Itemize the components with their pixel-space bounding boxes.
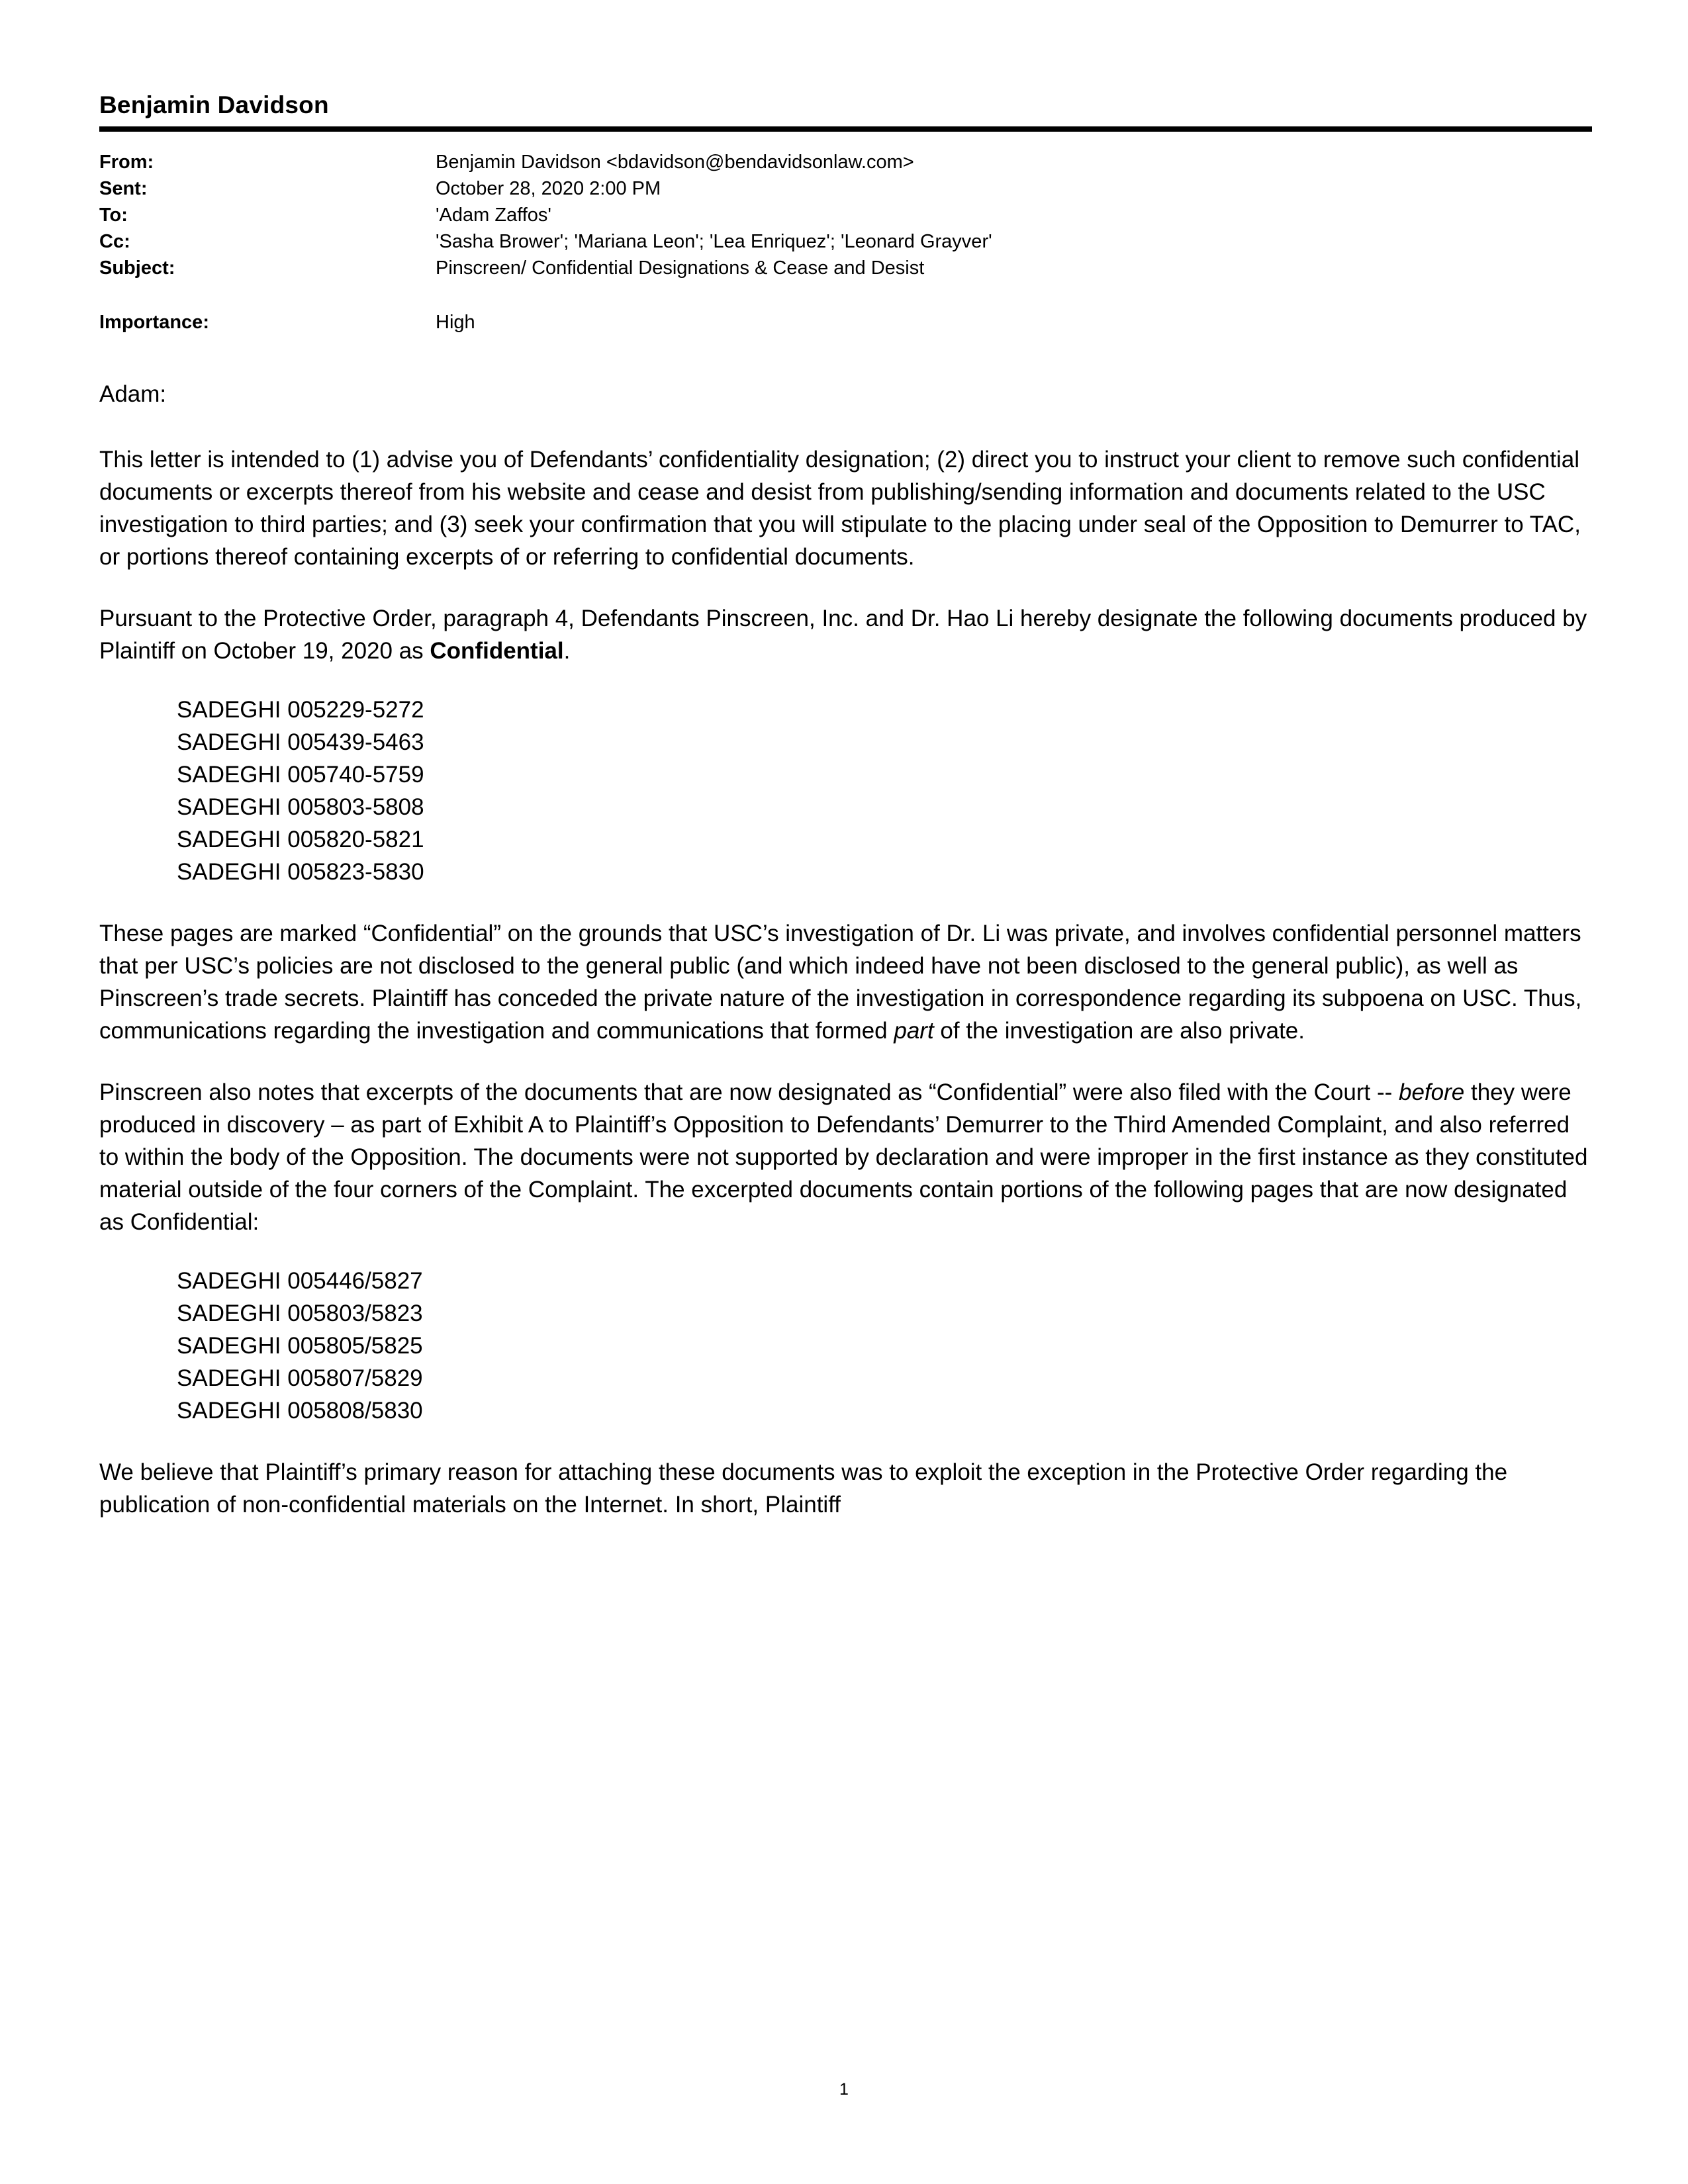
field-label-importance: Importance:: [99, 311, 209, 333]
list-item: SADEGHI 005446/5827: [177, 1267, 423, 1294]
paragraph-court-filing: [99, 1076, 1592, 1238]
paragraph-designation: [99, 602, 1592, 667]
list-item: SADEGHI 005803-5808: [177, 794, 424, 820]
page-content: [99, 0, 1592, 1550]
list-item: SADEGHI 005820-5821: [177, 826, 424, 852]
field-label-to: To:: [99, 204, 128, 226]
field-label-subject: Subject:: [99, 257, 175, 279]
email-header-fields: [99, 149, 992, 336]
paragraph-belief: We believe that Plaintiff’s primary reason for attaching these documents was to exploit the exception in the Protective Order regarding the publication of non-confidential materials on the Internet. In short, Plaintiff: [99, 1459, 1508, 1518]
header-field-row-from: [99, 149, 992, 175]
salutation: Adam:: [99, 381, 167, 407]
field-label-cc: Cc:: [99, 230, 130, 252]
header-field-row-cc: [99, 228, 992, 255]
letter-body: [99, 378, 1592, 1521]
list-item: SADEGHI 005229-5272: [177, 696, 424, 723]
list-item: SADEGHI 005803/5823: [177, 1300, 423, 1326]
paragraph-court-filing-text-2: they were produced in discovery – as part of Exhibit A to Plaintiff’s Opposition to Defendants’ Demurrer to the Third Amended Complaint, and also referred to within the body of the Opposition. The documents were not supported by declaration and were improper in the first instance as they constituted material outside of the four corners of the Complaint. The excerpted documents contain portions of the following pages that are now designated as Confidential:: [99, 1079, 1588, 1235]
paragraph-designation-emphasis: Confidential: [430, 637, 564, 664]
header-field-spacer: [99, 281, 992, 309]
field-value-importance: High: [436, 311, 475, 333]
field-value-sent: October 28, 2020 2:00 PM: [436, 177, 661, 199]
bates-list-excerpted: [99, 1265, 1592, 1427]
list-item: SADEGHI 005740-5759: [177, 761, 424, 788]
header-field-row-to: [99, 202, 992, 228]
paragraph-court-filing-emphasis: before: [1399, 1079, 1465, 1105]
header-field-row-importance: [99, 309, 992, 336]
bates-list-designated: [99, 694, 1592, 888]
header-field-row-sent: [99, 175, 992, 202]
sender-name-heading: Benjamin Davidson: [99, 91, 329, 118]
list-item: SADEGHI 005805/5825: [177, 1332, 423, 1359]
list-item: SADEGHI 005807/5829: [177, 1365, 423, 1391]
field-value-subject: Pinscreen/ Confidential Designations & Cease and Desist: [436, 257, 925, 279]
header-divider-rule: [99, 126, 1592, 132]
header-field-row-subject: [99, 255, 992, 281]
field-value-cc: 'Sasha Brower'; 'Mariana Leon'; 'Lea Enriquez'; 'Leonard Grayver': [436, 230, 992, 252]
paragraph-purpose: This letter is intended to (1) advise you of Defendants’ confidentiality designation; (2) direct you to instruct your client to remove such confidential documents or excerpts thereof from his website and cease and desist from publishing/sending information and documents related to the USC investigation to third parties; and (3) seek your confirmation that you will stipulate to the placing under seal of the Opposition to Demurrer to TAC, or portions thereof containing excerpts of or referring to confidential documents.: [99, 446, 1581, 570]
paragraph-grounds-text-2: of the investigation are also private.: [933, 1017, 1305, 1044]
page-number: 1: [839, 2080, 849, 2099]
field-label-sent: Sent:: [99, 177, 148, 199]
paragraph-court-filing-text-1: Pinscreen also notes that excerpts of the documents that are now designated as “Confidential” were also filed with the Court --: [99, 1079, 1399, 1105]
paragraph-grounds-text-1: These pages are marked “Confidential” on the grounds that USC’s investigation of Dr. Li was private, and involves confidential personnel matters that per USC’s policies are not disclosed to the general public (and which indeed have not been disclosed to the general public), as well as Pinscreen’s trade secrets. Plaintiff has conceded the private nature of the investigation in correspondence regarding its subpoena on USC. Thus, communications regarding the investigation and communications that formed: [99, 920, 1582, 1044]
field-label-from: From:: [99, 151, 154, 173]
paragraph-grounds: [99, 917, 1592, 1047]
paragraph-grounds-emphasis: part: [894, 1017, 934, 1044]
field-value-to: 'Adam Zaffos': [436, 204, 551, 226]
paragraph-designation-text-1: Pursuant to the Protective Order, paragraph 4, Defendants Pinscreen, Inc. and Dr. Hao Li hereby designate the following documents produced by Plaintiff on October 19, 2020 as: [99, 605, 1587, 664]
field-value-from: Benjamin Davidson <bdavidson@bendavidsonlaw.com>: [436, 151, 914, 173]
list-item: SADEGHI 005823-5830: [177, 858, 424, 885]
paragraph-designation-text-2: .: [563, 637, 571, 664]
list-item: SADEGHI 005808/5830: [177, 1397, 423, 1424]
list-item: SADEGHI 005439-5463: [177, 729, 424, 755]
